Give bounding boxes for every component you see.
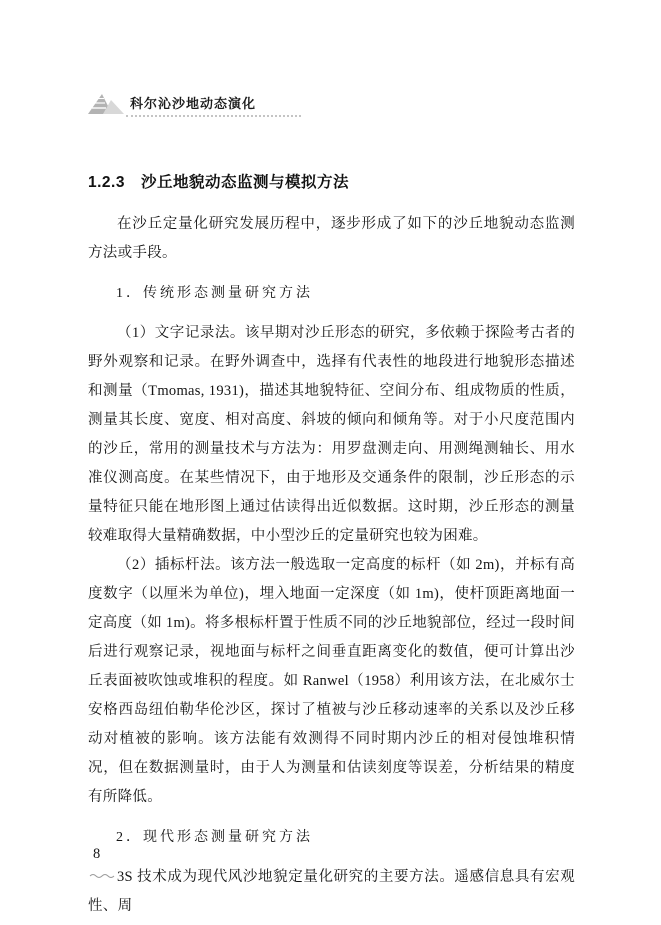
subheading-modern-methods: 2．现代形态测量研究方法 — [116, 830, 313, 845]
body-text — [88, 210, 575, 921]
page-number: 8 — [93, 846, 101, 862]
page-footer — [93, 845, 153, 883]
section-number: 1.2.3 — [88, 174, 125, 191]
paragraph: （2）插标杆法。该方法一般选取一定高度的标杆（如 2m)，并标有高度数字（以厘米为单位)，埋入地面一定深度（如 1m)，使杆顶距离地面一定高度（如 1m)。将多根标杆置于性质不同的沙丘地貌部位，经过一段时间后进行观察记录，视地面与标杆之间垂直距离变化的数值，便可计算出沙丘表面被吹蚀或堆积的程度。如 Ranwel（1958）利用该方法，在北威尔士安格西岛纽伯勒华伦沙区，探讨了植被与沙丘移动速率的关系以及沙丘移动对植被的影响。该方法能有效测得不同时期内沙丘的相对侵蚀堆积情况，但在数据测量时，由于人为测量和估读刻度等误差，分析结果的精度有所降低。 — [88, 557, 575, 805]
header-dotted-rule — [126, 115, 301, 117]
mountain-logo-icon — [88, 92, 124, 114]
paragraph: 在沙丘定量化研究发展历程中，逐步形成了如下的沙丘地貌动态监测方法或手段。 — [88, 216, 575, 261]
running-header-title: 科尔沁沙地动态演化 — [130, 96, 257, 111]
section-title: 沙丘地貌动态监测与模拟方法 — [140, 174, 349, 191]
footer-squiggle-icon — [89, 865, 153, 883]
subheading-traditional-methods: 1．传统形态测量研究方法 — [116, 286, 313, 301]
running-header — [88, 92, 348, 117]
paragraph: （1）文字记录法。该早期对沙丘形态的研究，多依赖于探险考古者的野外观察和记录。在野外调查中，选择有代表性的地段进行地貌形态描述和测量（Tmomas, 1931)，描述其地貌特征、空间分布、组成物质的性质，测量其长度、宽度、相对高度、斜坡的倾向和倾角等。对于小尺度范围内的沙丘，常用的测量技术与方法为：用罗盘测走向、用测绳测轴长、用水准仪测高度。在某些情况下，由于地形及交通条件的限制，沙丘形态的示量特征只能在地形图上通过估读得出近似数据。这时期，沙丘形态的测量较难取得大量精确数据，中小型沙丘的定量研究也较为困难。 — [88, 325, 575, 544]
paragraph: 3S 技术成为现代风沙地貌定量化研究的主要方法。遥感信息具有宏观性、周 — [88, 869, 575, 914]
section-heading — [88, 170, 575, 192]
